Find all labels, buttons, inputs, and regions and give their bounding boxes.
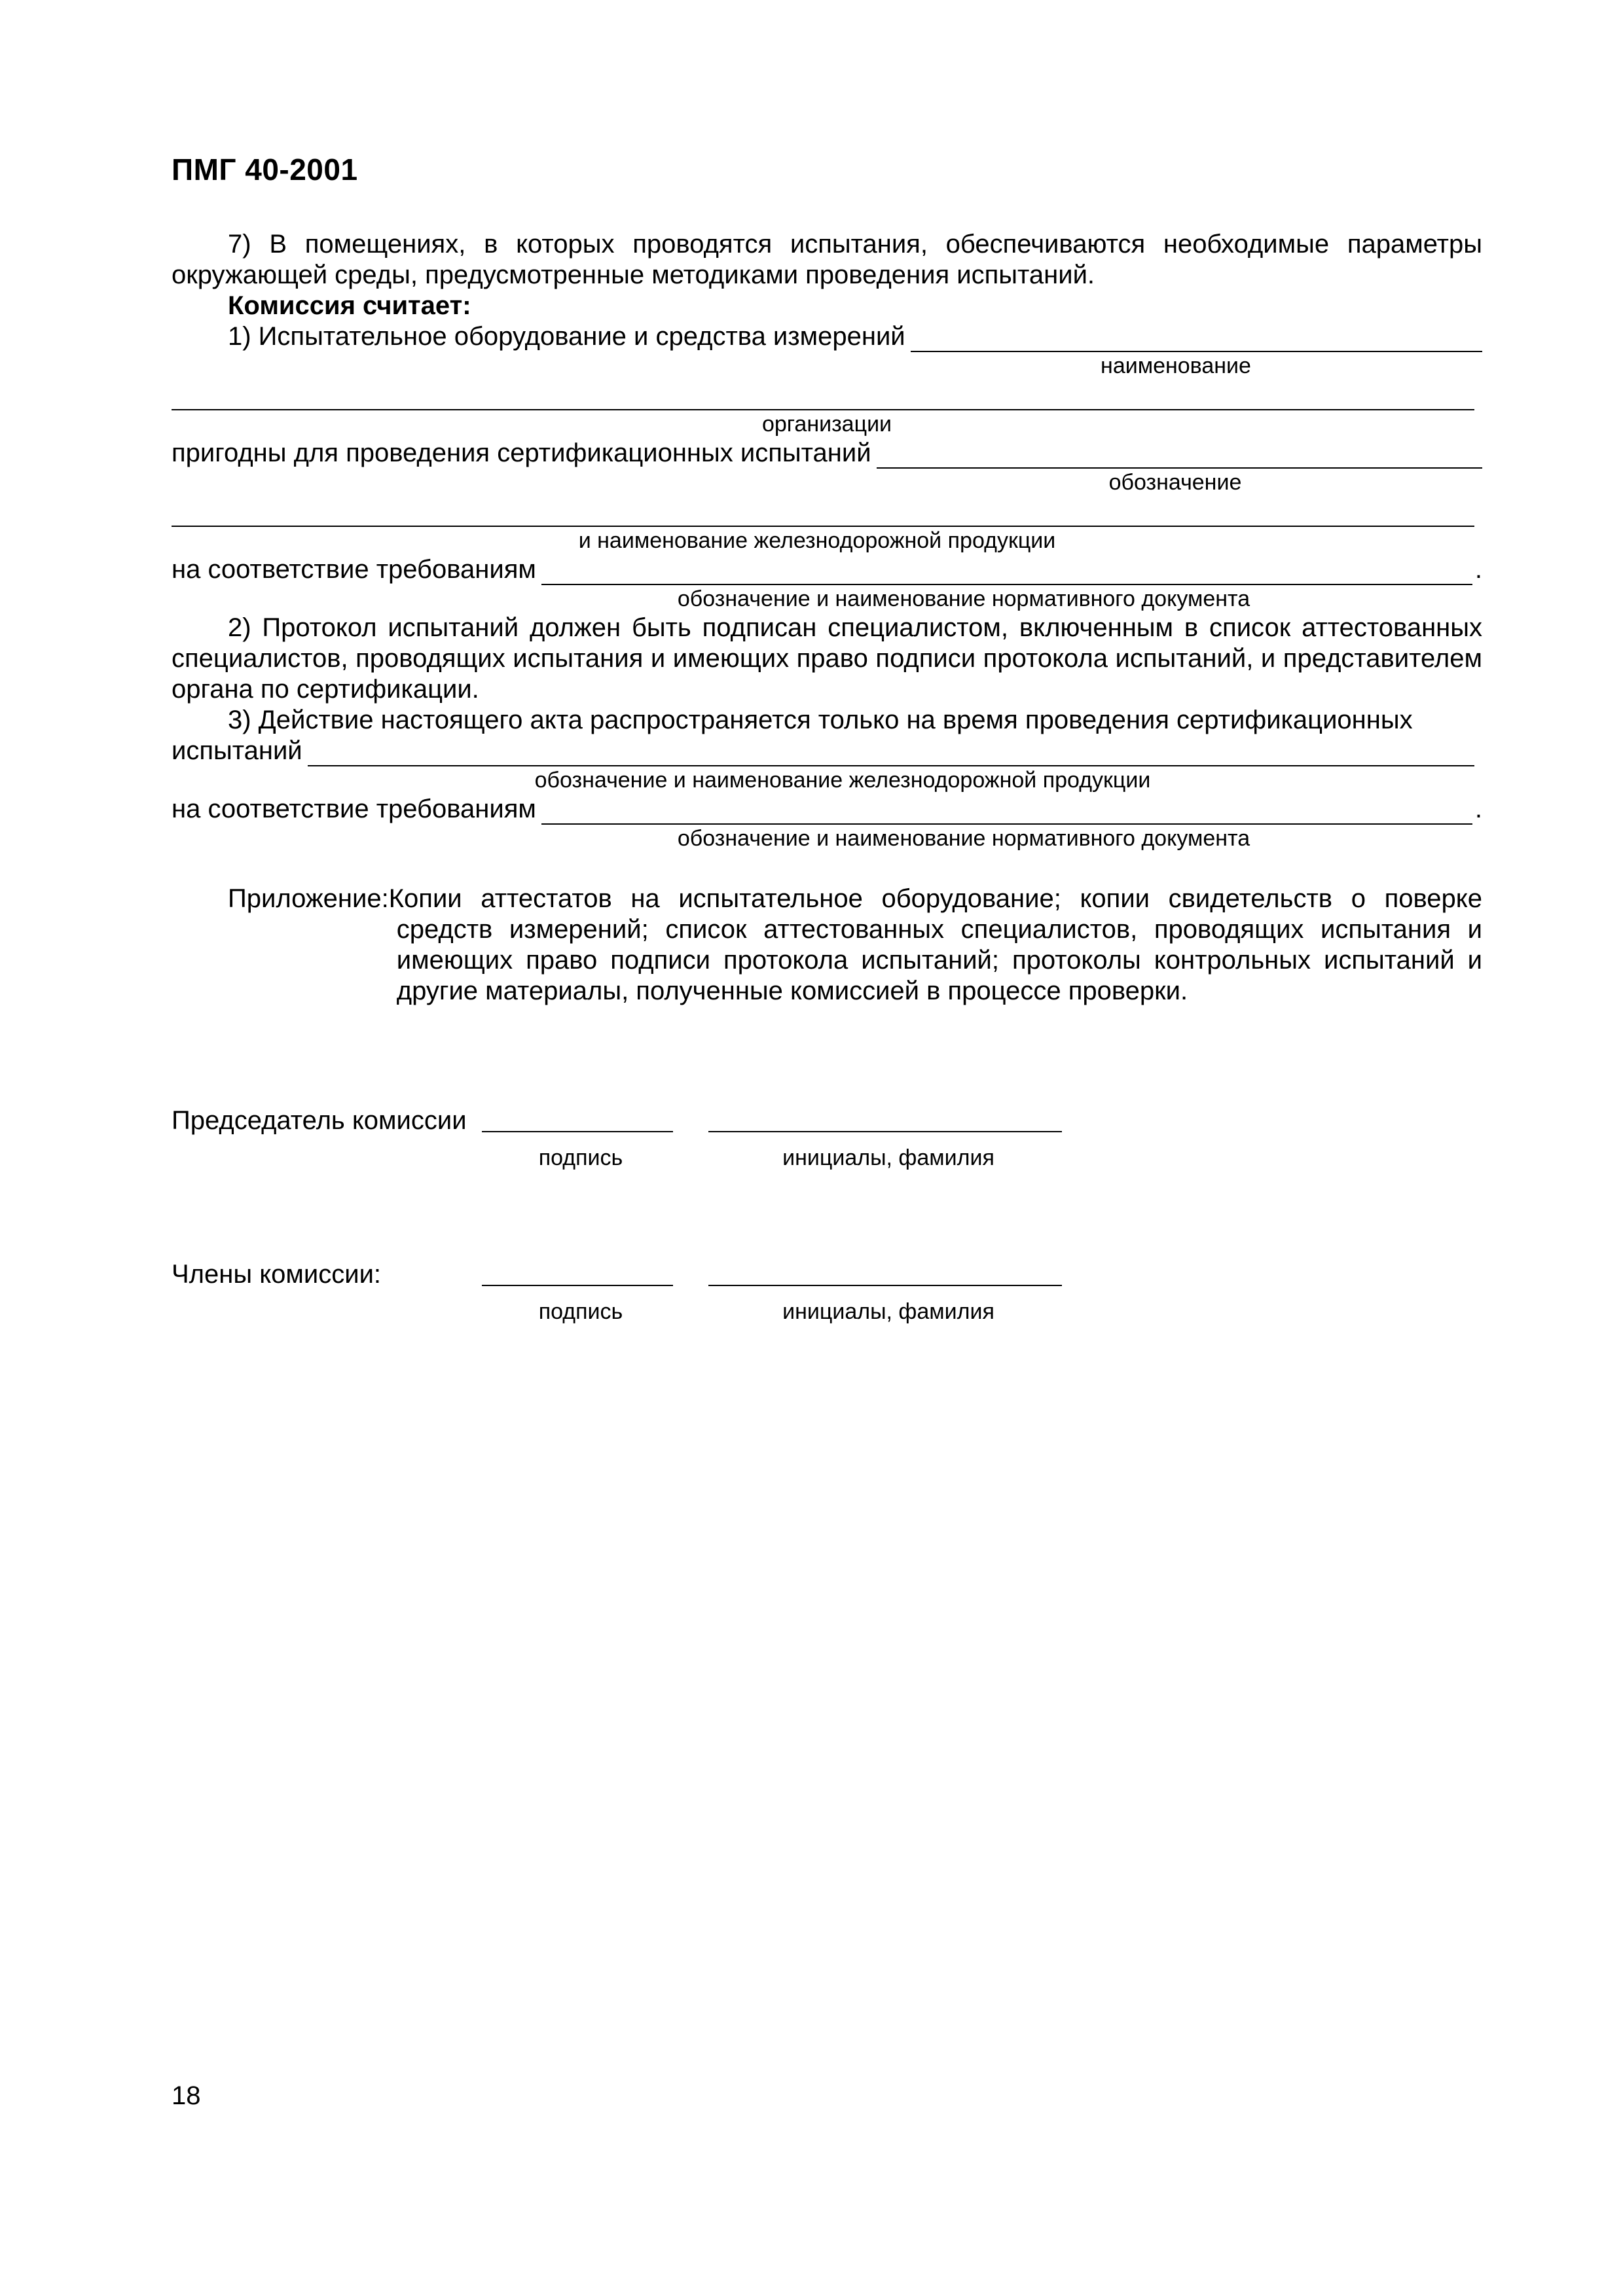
members-label: Члены комиссии: <box>172 1260 382 1289</box>
compliance-text-2: на соответствие требованиям <box>172 795 536 823</box>
norm-doc-blank-2[interactable] <box>541 800 1472 825</box>
caption-row-name <box>172 352 1482 380</box>
caption-row-product <box>172 527 1482 554</box>
item-3: 3) Действие настоящего акта распространяется только на время проведения сертификационных <box>228 706 1413 734</box>
caption-row-norm-doc-2 <box>172 825 1482 852</box>
caption-name: наименование <box>1101 353 1251 378</box>
organization-blank[interactable] <box>172 386 1474 410</box>
caption-product-full: обозначение и наименование железнодорожной продукции <box>534 768 1151 793</box>
suitable-row <box>172 438 1482 469</box>
period: . <box>1474 555 1482 584</box>
product-name-blank[interactable] <box>172 502 1474 527</box>
norm-doc-blank[interactable] <box>541 560 1472 585</box>
caption-row-product-full <box>172 766 1482 794</box>
caption-row-org <box>172 410 1482 438</box>
caption-designation: обозначение <box>1108 470 1242 495</box>
commission-heading: Комиссия считает: <box>228 291 471 320</box>
item-3-cont: испытаний <box>172 736 302 765</box>
test-product-blank[interactable] <box>308 742 1474 766</box>
compliance-text: на соответствие требованиям <box>172 555 536 584</box>
document-body <box>172 229 1482 1007</box>
chairman-caption-initials: инициалы, фамилия <box>782 1145 994 1170</box>
page-number: 18 <box>172 2081 201 2110</box>
caption-row-designation <box>172 469 1482 496</box>
member-initials-blank[interactable] <box>708 1285 1062 1286</box>
equipment-name-blank[interactable] <box>911 327 1482 352</box>
paragraph-7: 7) В помещениях, в которых проводятся испытания, обеспечиваются необходимые параметры окружающей среды, предусмотренные методиками проведения испытаний. <box>172 230 1482 289</box>
caption-organization: организации <box>761 412 892 437</box>
document-code-header: ПМГ 40-2001 <box>172 152 358 187</box>
caption-norm-doc-2: обозначение и наименование нормативного документа <box>677 826 1250 851</box>
item-3-cont-row <box>172 736 1482 766</box>
caption-row-norm-doc <box>172 585 1482 613</box>
item-1-text: 1) Испытательное оборудование и средства измерений <box>228 322 905 351</box>
item-2: 2) Протокол испытаний должен быть подписан специалистом, включенным в список аттестованных специалистов, проводящих испытания и имеющих право подписи протокола испытаний, и представителем органа по сертификации. <box>172 613 1482 704</box>
member-caption-initials: инициалы, фамилия <box>782 1299 994 1324</box>
chairman-initials-blank[interactable] <box>708 1131 1062 1132</box>
period-2: . <box>1474 795 1482 823</box>
appendix-text: Копии аттестатов на испытательное оборудование; копии свидетельств о поверке средств измерений; список аттестованных специалистов, проводящих испытания и имеющих право подписи протокола испытаний; протоколы контрольных испытаний и другие материалы, полученные комиссией в процессе проверки. <box>388 884 1482 1005</box>
caption-norm-doc: обозначение и наименование нормативного документа <box>677 586 1250 611</box>
compliance-row-1 <box>172 554 1482 585</box>
member-signature-blank[interactable] <box>482 1285 673 1286</box>
caption-product-name: и наименование железнодорожной продукции <box>578 528 1056 553</box>
appendix-label: Приложение: <box>228 884 389 913</box>
member-caption-signature: подпись <box>538 1299 623 1324</box>
compliance-row-2 <box>172 794 1482 825</box>
chairman-caption-signature: подпись <box>538 1145 623 1170</box>
product-designation-blank[interactable] <box>877 444 1482 469</box>
chairman-label: Председатель комиссии <box>172 1106 467 1135</box>
product-blank-row <box>172 496 1482 527</box>
chairman-signature-blank[interactable] <box>482 1131 673 1132</box>
suitable-text: пригодны для проведения сертификационных испытаний <box>172 439 871 467</box>
item-1-row <box>172 321 1482 352</box>
org-blank-row <box>172 380 1482 410</box>
appendix <box>172 884 1482 1007</box>
